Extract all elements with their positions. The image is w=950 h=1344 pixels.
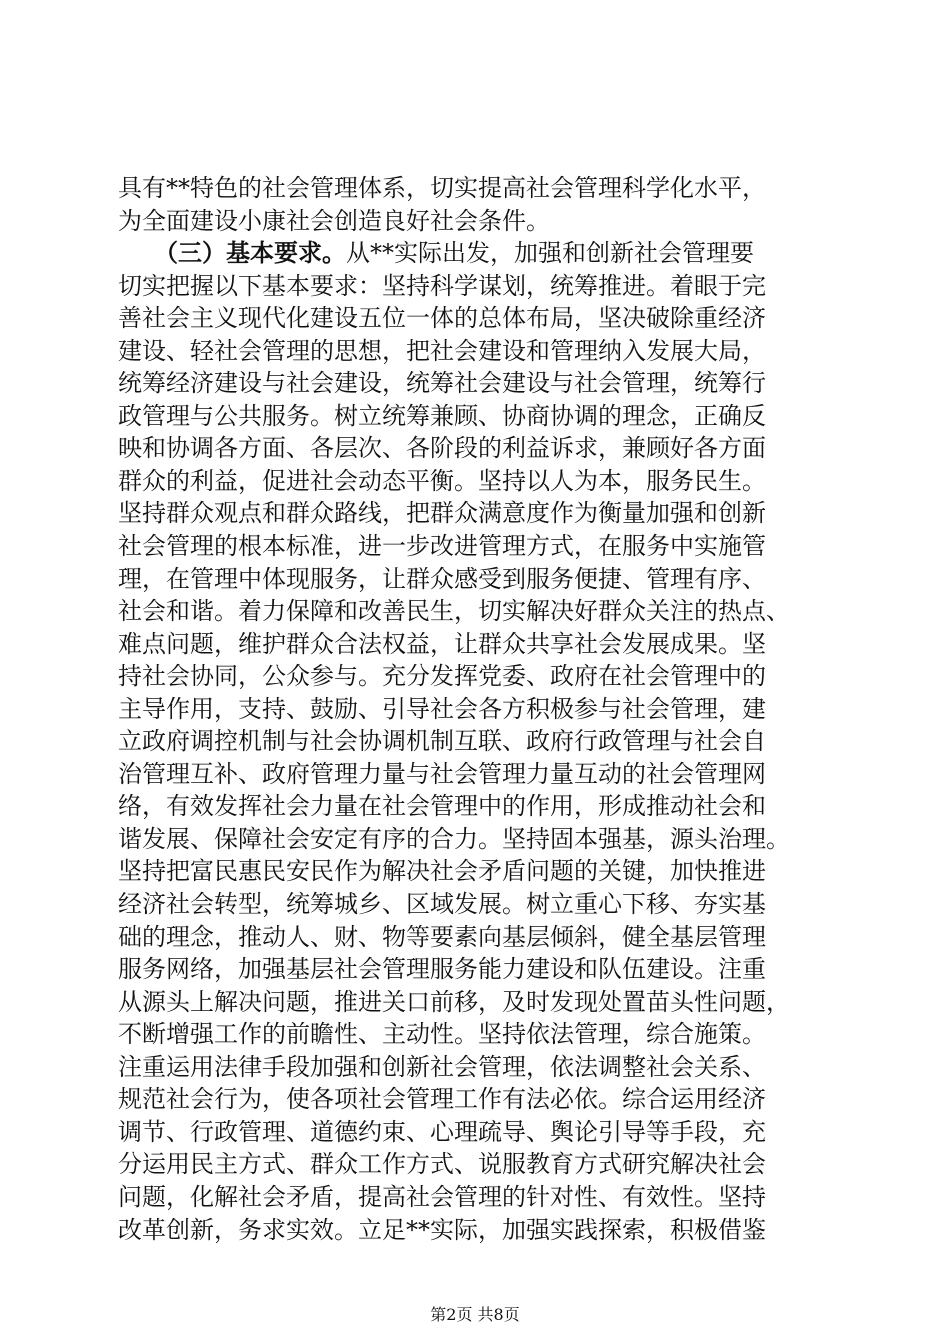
- text-line: 注重运用法律手段加强和创新社会管理，依法调整社会关系、: [118, 1052, 766, 1081]
- text-line: 问题，化解社会矛盾，提高社会管理的针对性、有效性。坚持: [118, 1182, 766, 1211]
- text-line: 社会和谐。着力保障和改善民生，切实解决好群众关注的热点、: [118, 597, 790, 626]
- text-line: 治管理互补、政府管理力量与社会管理力量互动的社会管理网: [118, 759, 766, 788]
- text-line: 具有**特色的社会管理体系，切实提高社会管理科学化水平，: [118, 174, 766, 202]
- text-line: 社会管理的根本标准，进一步改进管理方式，在服务中实施管: [118, 532, 766, 561]
- text-line: 统筹经济建设与社会建设，统筹社会建设与社会管理，统筹行: [118, 369, 766, 398]
- text-line: 不断增强工作的前瞻性、主动性。坚持依法管理，综合施策。: [118, 1020, 766, 1049]
- text-line: 改革创新，务求实效。立足**实际，加强实践探索，积极借鉴: [118, 1215, 766, 1244]
- page-footer: 第2页 共8页: [430, 1305, 520, 1324]
- text-line: （三）基本要求。从**实际出发，加强和创新社会管理要: [166, 238, 754, 268]
- text-line: 络，有效发挥社会力量在社会管理中的作用，形成推动社会和: [118, 792, 766, 821]
- text-line: 立政府调控机制与社会协调机制互联、政府行政管理与社会自: [118, 727, 766, 756]
- text-line: 政管理与公共服务。树立统筹兼顾、协商协调的理念，正确反: [118, 401, 766, 430]
- text-line: 建设、轻社会管理的思想，把社会建设和管理纳入发展大局，: [118, 336, 766, 365]
- text-line: 持社会协同，公众参与。充分发挥党委、政府在社会管理中的: [118, 662, 766, 691]
- text-line: 坚持把富民惠民安民作为解决社会矛盾问题的关键，加快推进: [118, 857, 766, 886]
- text-line: 善社会主义现代化建设五位一体的总体布局，坚决破除重经济: [118, 304, 766, 333]
- body-text: [118, 172, 838, 1246]
- text-line: 理，在管理中体现服务，让群众感受到服务便捷、管理有序、: [118, 564, 766, 593]
- text-line: 分运用民主方式、群众工作方式、说服教育方式研究解决社会: [118, 1150, 766, 1179]
- text-line: 服务网络，加强基层社会管理服务能力建设和队伍建设。注重: [118, 955, 766, 984]
- text-line: 群众的利益，促进社会动态平衡。坚持以人为本，服务民生。: [118, 466, 766, 495]
- text-line: 坚持群众观点和群众路线，把群众满意度作为衡量加强和创新: [118, 499, 766, 528]
- text-line: 为全面建设小康社会创造良好社会条件。: [118, 206, 550, 235]
- text-line: 从源头上解决问题，推进关口前移，及时发现处置苗头性问题，: [118, 987, 790, 1016]
- text-line: 规范社会行为，使各项社会管理工作有法必依。综合运用经济: [118, 1085, 766, 1114]
- text-line: 切实把握以下基本要求：坚持科学谋划，统筹推进。着眼于完: [118, 271, 766, 300]
- text-line: 调节、行政管理、道德约束、心理疏导、舆论引导等手段，充: [118, 1117, 766, 1146]
- text-line: 础的理念，推动人、财、物等要素向基层倾斜，健全基层管理: [118, 922, 766, 951]
- text-line: 主导作用，支持、鼓励、引导社会各方积极参与社会管理，建: [118, 694, 766, 723]
- text-line: 映和协调各方面、各层次、各阶段的利益诉求，兼顾好各方面: [118, 434, 766, 463]
- section-heading: （三）基本要求。: [166, 238, 346, 268]
- text-line: 谐发展、保障社会安定有序的合力。坚持固本强基，源头治理。: [118, 824, 790, 853]
- text-line: 难点问题，维护群众合法权益，让群众共享社会发展成果。坚: [118, 629, 766, 658]
- text-line: 经济社会转型，统筹城乡、区域发展。树立重心下移、夯实基: [118, 890, 766, 919]
